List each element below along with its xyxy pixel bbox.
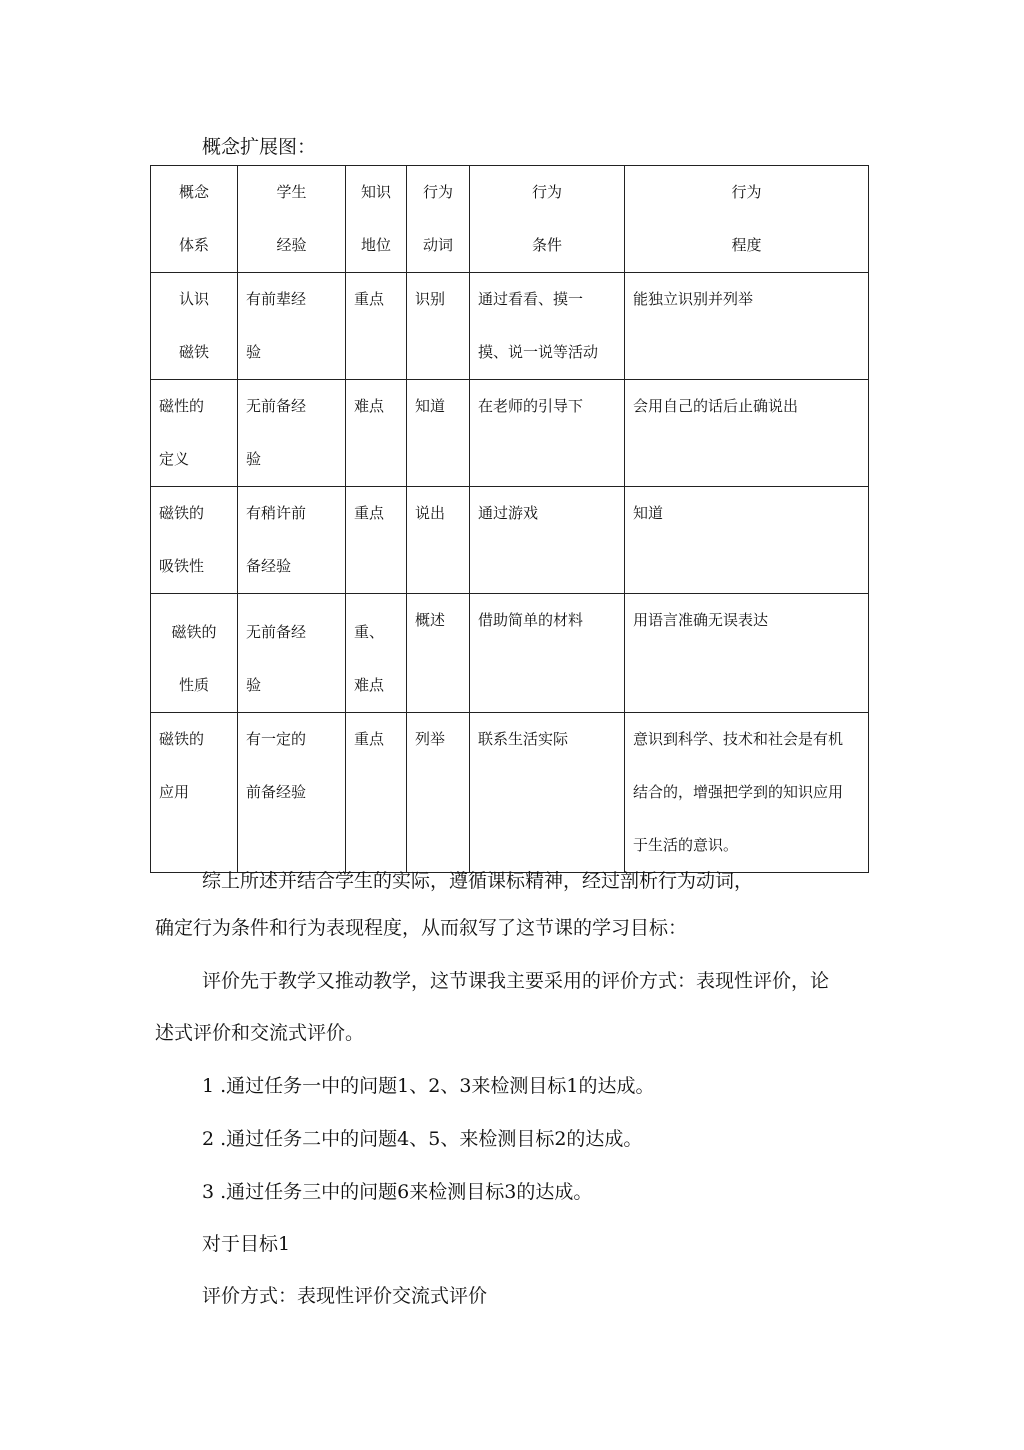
experience-cell: 有前辈经 验 — [238, 273, 346, 380]
header-cell: 行为 程度 — [625, 166, 869, 273]
verb-cell: 知道 — [407, 380, 470, 487]
degree-cell: 知道 — [625, 487, 869, 594]
status-cell: 重点 — [346, 273, 407, 380]
summary-paragraph-line: 确定行为条件和行为表现程度，从而叙写了这节课的学习目标： — [155, 917, 688, 939]
header-cell: 学生 经验 — [238, 166, 346, 273]
verb-cell: 识别 — [407, 273, 470, 380]
verb-cell: 概述 — [407, 594, 470, 713]
degree-cell: 用语言准确无误表达 — [625, 594, 869, 713]
concept-cell: 认识 磁铁 — [151, 273, 238, 380]
header-cell: 知识 地位 — [346, 166, 407, 273]
experience-cell: 无前备经 验 — [238, 594, 346, 713]
experience-cell: 有一定的 前备经验 — [238, 713, 346, 873]
list-item: 3 .通过任务三中的问题6来检测目标3的达成。 — [202, 1181, 593, 1203]
table-heading: 概念扩展图： — [202, 136, 317, 158]
status-cell: 重点 — [346, 713, 407, 873]
condition-cell: 通过看看、摸一 摸、说一说等活动 — [470, 273, 625, 380]
summary-paragraph-line: 综上所述并结合学生的实际，遵循课标精神，经过剖析行为动词， — [202, 870, 754, 892]
experience-cell: 有稍许前 备经验 — [238, 487, 346, 594]
experience-cell: 无前备经 验 — [238, 380, 346, 487]
concept-cell: 磁性的 定义 — [151, 380, 238, 487]
header-cell: 行为 动词 — [407, 166, 470, 273]
evaluation-method: 评价方式：表现性评价交流式评价 — [202, 1285, 488, 1307]
table-header-row — [151, 166, 869, 273]
evaluation-paragraph-line: 述式评价和交流式评价。 — [155, 1022, 365, 1044]
header-cell: 概念 体系 — [151, 166, 238, 273]
table-row — [151, 380, 869, 487]
degree-cell: 会用自己的话后止确说出 — [625, 380, 869, 487]
table-row — [151, 273, 869, 380]
status-cell: 难点 — [346, 380, 407, 487]
concept-cell: 磁铁的 吸铁性 — [151, 487, 238, 594]
condition-cell: 借助简单的材料 — [470, 594, 625, 713]
header-cell: 行为 条件 — [470, 166, 625, 273]
condition-cell: 联系生活实际 — [470, 713, 625, 873]
concept-cell: 磁铁的 性质 — [151, 594, 238, 713]
status-cell: 重点 — [346, 487, 407, 594]
degree-cell: 意识到科学、技术和社会是有机 结合的，增强把学到的知识应用 于生活的意识。 — [625, 713, 869, 873]
table-row — [151, 713, 869, 873]
list-item: 2 .通过任务二中的问题4、5、来检测目标2的达成。 — [202, 1128, 643, 1150]
table-row — [151, 594, 869, 713]
concept-expansion-table — [150, 165, 869, 873]
evaluation-paragraph-line: 评价先于教学又推动教学，这节课我主要采用的评价方式：表现性评价，论 — [202, 970, 830, 992]
goal-heading: 对于目标1 — [202, 1233, 291, 1255]
status-cell: 重、 难点 — [346, 594, 407, 713]
concept-cell: 磁铁的 应用 — [151, 713, 238, 873]
verb-cell: 列举 — [407, 713, 470, 873]
degree-cell: 能独立识别并列举 — [625, 273, 869, 380]
table-row — [151, 487, 869, 594]
condition-cell: 在老师的引导下 — [470, 380, 625, 487]
list-item: 1 .通过任务一中的问题1、2、3来检测目标1的达成。 — [202, 1075, 655, 1097]
condition-cell: 通过游戏 — [470, 487, 625, 594]
verb-cell: 说出 — [407, 487, 470, 594]
